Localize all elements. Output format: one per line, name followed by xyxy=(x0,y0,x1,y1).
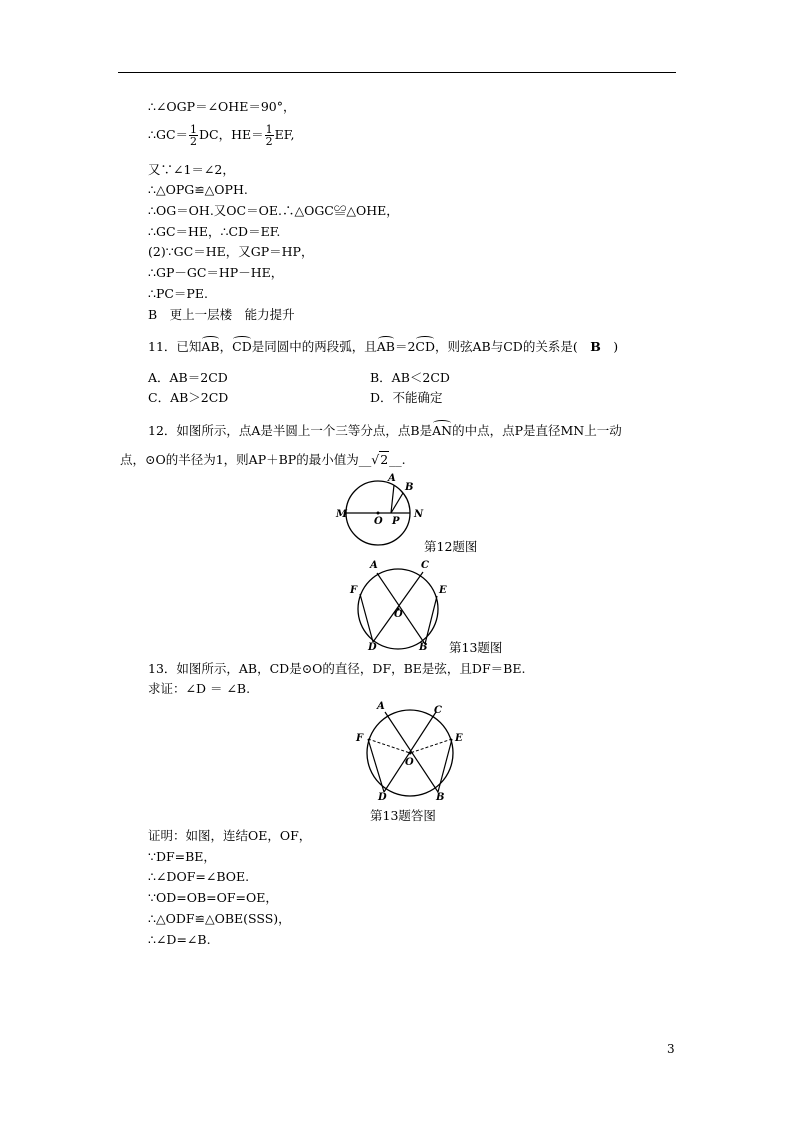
q13-figure xyxy=(346,556,456,652)
q12-figure xyxy=(330,468,440,548)
sqrt-2: √2 xyxy=(371,452,389,467)
fraction-half: $\frac{1}{2}$ xyxy=(190,123,198,148)
q13-proof-line4: ∵OD=OB=OF=OE， xyxy=(148,890,278,905)
q11-option-c: C．AB＞2CD xyxy=(148,390,229,405)
q11-stem: 11．已知AB，CD是同圆中的两段弧，且AB＝2CD，则弦AB与CD的关系是( B ) xyxy=(148,339,619,354)
q11-option-d: D．不能确定 xyxy=(370,390,443,405)
q13-prove: 求证：∠D ＝ ∠B. xyxy=(148,681,251,696)
q13-figure-caption: 第13题图 xyxy=(449,640,503,655)
label-C: C xyxy=(421,560,429,571)
label-F: F xyxy=(356,733,364,744)
label-A: A xyxy=(377,701,385,712)
label-N: N xyxy=(414,509,424,520)
q13-proof-line5: ∴△ODF≌△OBE(SSS)， xyxy=(148,911,291,926)
q13-answer-figure xyxy=(352,699,470,803)
label-C: C xyxy=(434,705,442,716)
q13-stem: 13．如图所示，AB，CD是⊙O的直径，DF，BE是弦，且DF＝BE. xyxy=(148,661,526,676)
label-O: O xyxy=(405,757,414,768)
q12-stem-line2: 点，⊙O的半径为1，则AP＋BP的最小值为__√2__. xyxy=(120,452,406,467)
section-heading: B 更上一层楼 能力提升 xyxy=(148,307,295,322)
header-rule xyxy=(118,72,676,73)
page-number: 3 xyxy=(667,1042,675,1056)
q13-answer-figure-caption: 第13题答图 xyxy=(370,808,436,823)
q11-option-b: B．AB＜2CD xyxy=(370,370,450,385)
proof1-line6: ∴GC＝HE，∴CD＝EF. xyxy=(148,224,281,239)
label-P: P xyxy=(392,516,400,527)
fraction-half: $\frac{1}{2}$ xyxy=(265,123,273,148)
proof1-line9: ∴PC＝PE. xyxy=(148,286,208,301)
label-B: B xyxy=(405,482,414,493)
proof1-line5: ∴OG＝OH.又OC＝OE.∴△OGC≌△OHE， xyxy=(148,203,399,218)
label-O: O xyxy=(374,516,383,527)
proof1-line7: (2)∵GC＝HE，又GP＝HP， xyxy=(148,244,314,259)
proof1-line3: 又∵∠1＝∠2， xyxy=(148,162,235,177)
q11-option-a: A．AB＝2CD xyxy=(148,370,228,385)
label-F: F xyxy=(350,585,358,596)
label-O: O xyxy=(394,609,403,620)
label-A: A xyxy=(388,473,396,484)
q11-answer: B xyxy=(590,339,601,354)
label-E: E xyxy=(455,733,463,744)
proof1-line4: ∴△OPG≌△OPH. xyxy=(148,182,248,197)
label-B: B xyxy=(419,642,428,652)
q13-proof-line2: ∵DF=BE， xyxy=(148,849,216,864)
label-B: B xyxy=(436,792,445,803)
proof1-line8: ∴GP－GC＝HP－HE， xyxy=(148,265,284,280)
proof1-line2: ∴GC＝ $\frac{1}{2}$ DC，HE＝ $\frac{1}{2}$ EF, xyxy=(148,123,295,148)
q12-figure-caption: 第12题图 xyxy=(424,539,478,554)
label-M: M xyxy=(336,509,348,520)
label-A: A xyxy=(370,560,378,571)
q12-stem-line1: 12．如图所示，点A是半圆上一个三等分点，点B是AN的中点，点P是直径MN上一动 xyxy=(148,423,622,438)
q13-proof-line6: ∴∠D=∠B. xyxy=(148,932,211,947)
q13-proof-line3: ∴∠DOF=∠BOE. xyxy=(148,869,250,884)
proof1-line1: ∴∠OGP＝∠OHE＝90°， xyxy=(148,99,296,114)
label-D: D xyxy=(368,642,377,652)
label-D: D xyxy=(378,792,387,803)
label-E: E xyxy=(439,585,447,596)
q13-proof-line1: 证明：如图，连结OE，OF， xyxy=(148,828,312,843)
